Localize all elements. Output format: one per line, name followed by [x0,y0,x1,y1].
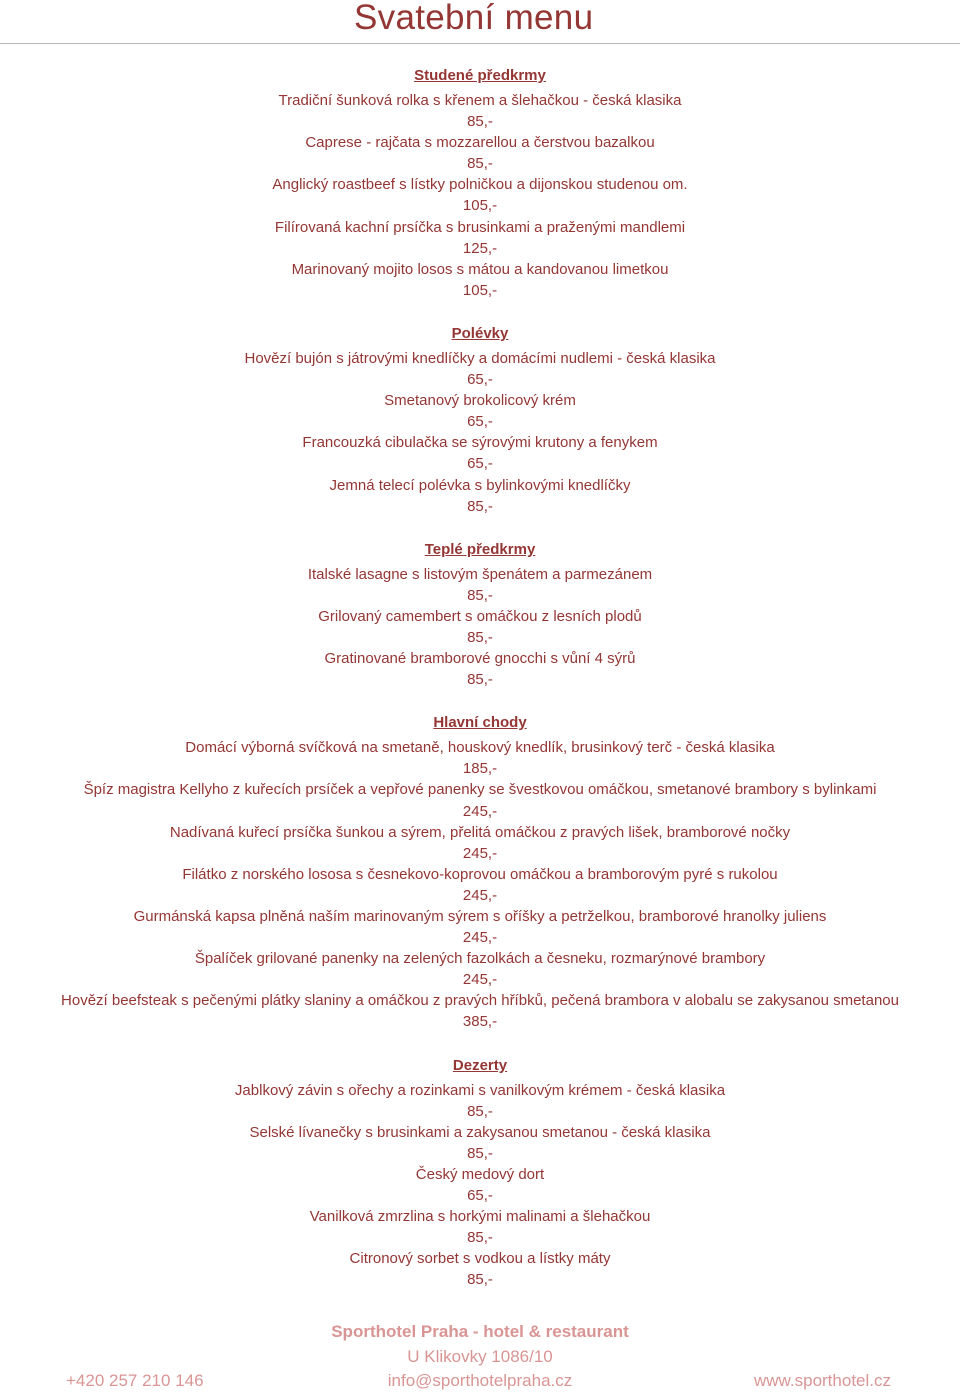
dish-name: Grilovaný camembert s omáčkou z lesních plodů [318,607,642,625]
dish-price: 185,- [462,760,498,778]
title-divider [0,43,960,44]
section-cold-starters [0,65,960,301]
section-soups [0,323,960,517]
dish-name: Jablkový závin s ořechy a rozinkami s vanilkovým krémem - česká klasika [234,1081,726,1099]
dish-name: Špíz magistra Kellyho z kuřecích prsíček a vepřové panenky se švestkovou omáčkou, smetanové brambory s bylinkami [83,781,877,799]
dish-name: Filátko z norského lososa s česnekovo-koprovou omáčkou a bramborovým pyré s rukolou [182,865,778,883]
dish-price: 105,- [462,197,498,215]
dish-name: Jemná telecí polévka s bylinkovými knedlíčky [329,476,631,494]
dish-name: Vanilková zmrzlina s horkými malinami a šlehačkou [309,1208,651,1226]
section-warm-starters [0,539,960,691]
dish-price: 85,- [467,586,493,604]
dish-price: 85,- [467,497,493,515]
dish-price: 245,- [462,844,498,862]
dish-name: Špalíček grilované panenky na zelených fazolkách a česneku, rozmarýnové brambory [194,950,766,968]
dish-price: 65,- [467,413,493,431]
dish-name: Tradiční šunková rolka s křenem a šlehačkou - česká klasika [278,92,682,109]
section-title: Studené předkrmy [414,67,546,84]
dish-name: Citronový sorbet s vodkou a lístky máty [349,1250,611,1268]
dish-name: Gurmánská kapsa plněná naším marinovaným sýrem s oříšky a petrželkou, bramborové hranolky juliens [133,908,827,925]
section-title: Teplé předkrmy [424,540,536,558]
footer-phone[interactable]: +420 257 210 146 [66,1371,204,1390]
dish-price: 245,- [462,929,498,947]
dish-price: 105,- [462,281,498,299]
dish-price: 85,- [467,113,493,131]
dish-name: Caprese - rajčata s mozzarellou a čerstvou bazalkou [305,134,655,152]
dish-price: 85,- [467,1144,493,1162]
dish-price: 385,- [462,1013,498,1031]
dish-name: Smetanový brokolicový krém [384,392,576,410]
section-title: Polévky [451,324,509,342]
dish-price: 85,- [467,155,493,173]
dish-price: 85,- [467,1271,493,1289]
dish-name: Domácí výborná svíčková na smetaně, houskový knedlík, brusinkový terč - česká klasika [185,739,775,757]
dish-name: Nadívaná kuřecí prsíčka šunkou a sýrem, přelitá omáčkou z pravých lišek, bramborové nočky [169,823,791,841]
dish-name: Anglický roastbeef s lístky polničkou a dijonskou studenou om. [272,176,688,194]
dish-name: Francouzká cibulačka se sýrovými krutony a fenykem [302,434,658,452]
dish-price: 65,- [467,1187,493,1205]
dish-price: 245,- [462,802,498,820]
dish-price: 65,- [467,371,493,389]
section-main-courses [0,712,960,1032]
dish-price: 85,- [467,628,493,646]
footer-email[interactable]: info@sporthotelpraha.cz [387,1371,573,1390]
dish-name: Hovězí beefsteak s pečenými plátky slaniny a omáčkou z pravých hříbků, pečená brambora v alobalu se zakysanou smetanou [61,992,899,1010]
dish-name: Marinovaný mojito losos s mátou a kandovanou limetkou [291,260,669,278]
dish-name: Gratinované bramborové gnocchi s vůní 4 sýrů [324,650,636,668]
dish-price: 245,- [462,886,498,904]
dish-name: Selské lívanečky s brusinkami a zakysanou smetanou - česká klasika [249,1123,711,1141]
footer-brand: Sporthotel Praha - hotel & restaurant [331,1322,629,1341]
footer-address: U Klikovky 1086/10 [407,1347,553,1366]
page-title: Svatební menu [354,0,594,37]
dish-price: 85,- [467,1229,493,1247]
dish-name: Italské lasagne s listovým špenátem a parmezánem [307,565,653,583]
dish-price: 125,- [462,239,498,257]
dish-name: Český medový dort [415,1165,545,1183]
dish-price: 65,- [467,455,493,473]
section-desserts [0,1055,960,1291]
footer-web[interactable]: www.sporthotel.cz [754,1371,891,1390]
dish-price: 85,- [467,1102,493,1120]
menu [0,65,960,1313]
dish-name: Hovězí bujón s játrovými knedlíčky a domácími nudlemi - česká klasika [244,349,716,367]
dish-name: Filírovaná kachní prsíčka s brusinkami a praženými mandlemi [274,218,686,236]
dish-price: 85,- [467,671,493,689]
dish-price: 245,- [462,971,498,989]
section-title: Hlavní chody [433,714,527,732]
section-title: Dezerty [452,1056,508,1074]
